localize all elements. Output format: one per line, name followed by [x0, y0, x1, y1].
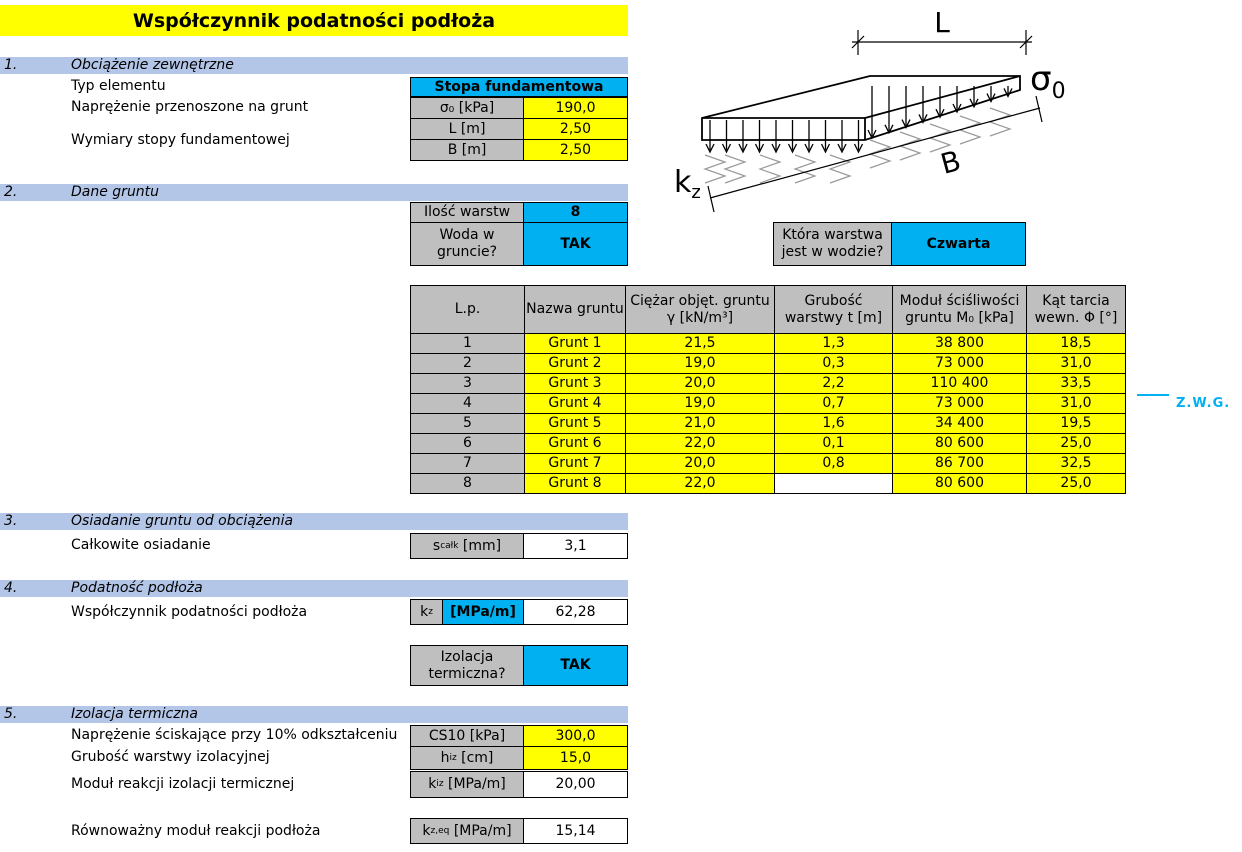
friction-angle-cell[interactable]: 31,0 — [1027, 354, 1126, 374]
element-type-cell[interactable]: Stopa fundamentowa — [410, 77, 628, 97]
kz-value-cell: 62,28 — [523, 599, 628, 625]
settlement-label: Całkowite osiadanie — [71, 537, 211, 553]
col-header-modulus: Moduł ściśliwości gruntu M₀ [kPa] — [893, 286, 1027, 334]
modulus-cell[interactable]: 86 700 — [893, 454, 1027, 474]
section-number: 5. — [4, 706, 18, 722]
kz-symbol-cell — [410, 599, 443, 625]
modulus-cell[interactable]: 110 400 — [893, 374, 1027, 394]
h-subscript: iz — [449, 752, 457, 763]
section-5-header — [0, 706, 628, 723]
table-row — [411, 434, 1126, 454]
soil-name-cell[interactable]: Grunt 5 — [525, 414, 626, 434]
soil-name-cell[interactable]: Grunt 2 — [525, 354, 626, 374]
sigma-subscript: 0 — [1051, 79, 1066, 104]
soil-spring — [990, 108, 1010, 136]
soil-spring — [705, 155, 725, 183]
kz-subscript: z — [428, 606, 433, 617]
settlement-symbol: s — [432, 537, 441, 554]
kiz-symbol: k — [428, 776, 437, 792]
thickness-cell[interactable]: 1,3 — [775, 334, 893, 354]
h-symbol: h — [440, 749, 450, 766]
section-label: Podatność podłoża — [71, 580, 203, 596]
kzeq-subscript: z,eq — [430, 825, 450, 836]
B-label: B — [937, 143, 965, 181]
kz-symbol-drawing: k — [674, 165, 692, 200]
unit-weight-cell[interactable]: 22,0 — [626, 434, 775, 454]
L-unit-cell: L [m] — [410, 118, 524, 140]
cs10-unit-cell: CS10 [kPa] — [410, 725, 524, 747]
friction-angle-cell[interactable]: 25,0 — [1027, 434, 1126, 454]
col-header-lp: L.p. — [411, 286, 525, 334]
soil-spring — [795, 155, 815, 183]
section-2-header — [0, 184, 628, 201]
stress-label: Naprężenie przenoszone na grunt — [71, 99, 309, 115]
modulus-cell[interactable]: 80 600 — [893, 474, 1027, 494]
section-number: 3. — [4, 513, 18, 529]
soil-spring — [760, 155, 780, 183]
kz-unit-cell: [MPa/m] — [442, 599, 524, 625]
section-number: 1. — [4, 57, 18, 73]
section-label: Izolacja termiczna — [71, 706, 199, 722]
table-row — [411, 374, 1126, 394]
friction-angle-cell[interactable]: 33,5 — [1027, 374, 1126, 394]
row-number-cell: 3 — [411, 374, 525, 394]
soil-name-cell[interactable]: Grunt 1 — [525, 334, 626, 354]
row-number-cell: 4 — [411, 394, 525, 414]
row-number-cell: 6 — [411, 434, 525, 454]
unit-weight-cell[interactable]: 21,0 — [626, 414, 775, 434]
kz-symbol: k — [420, 603, 429, 620]
section-4-header — [0, 580, 628, 597]
kzeq-value-cell: 15,14 — [523, 818, 628, 844]
section-3-header — [0, 513, 628, 530]
modulus-cell[interactable]: 73 000 — [893, 394, 1027, 414]
B-value-cell[interactable]: 2,50 — [523, 139, 628, 161]
soil-name-cell[interactable]: Grunt 4 — [525, 394, 626, 414]
groundwater-cell[interactable]: TAK — [523, 222, 628, 266]
sigma0-label — [1030, 59, 1066, 104]
thickness-cell[interactable]: 0,8 — [775, 454, 893, 474]
insulation-label: Izolacja termiczna? — [410, 645, 524, 686]
kiz-unit: [MPa/m] — [443, 776, 506, 792]
L-value-cell[interactable]: 2,50 — [523, 118, 628, 140]
foundation-slab — [702, 76, 1020, 140]
modulus-cell[interactable]: 34 400 — [893, 414, 1027, 434]
L-label: L — [934, 6, 950, 39]
element-type-label: Typ elementu — [71, 78, 166, 94]
insulation-thickness-unit-cell — [410, 746, 524, 770]
soil-spring — [725, 155, 745, 183]
modulus-cell[interactable]: 73 000 — [893, 354, 1027, 374]
thickness-cell[interactable]: 0,3 — [775, 354, 893, 374]
table-header-row — [411, 286, 1126, 334]
table-row — [411, 474, 1126, 494]
kiz-label: Moduł reakcji izolacji termicznej — [71, 776, 295, 792]
section-label: Osiadanie gruntu od obciążenia — [71, 513, 294, 529]
section-label: Obciążenie zewnętrzne — [71, 57, 234, 73]
modulus-cell[interactable]: 80 600 — [893, 434, 1027, 454]
sigma-symbol: σ — [1030, 59, 1052, 99]
friction-angle-cell[interactable]: 18,5 — [1027, 334, 1126, 354]
h-unit: [cm] — [456, 749, 494, 766]
soil-name-cell[interactable]: Grunt 8 — [525, 474, 626, 494]
settlement-unit-cell — [410, 533, 524, 559]
sheet-title: Współczynnik podatności podłoża — [0, 5, 628, 36]
kz-label: Współczynnik podatności podłoża — [71, 604, 308, 620]
section-number: 4. — [4, 580, 18, 596]
dimensions-label: Wymiary stopy fundamentowej — [71, 132, 290, 148]
B-unit-cell: B [m] — [410, 139, 524, 161]
section-1-header — [0, 57, 628, 74]
table-row — [411, 334, 1126, 354]
insulation-thickness-label: Grubość warstwy izolacyjnej — [71, 749, 270, 765]
kiz-value-cell: 20,00 — [523, 771, 628, 798]
friction-angle-cell[interactable]: 31,0 — [1027, 394, 1126, 414]
row-number-cell: 1 — [411, 334, 525, 354]
modulus-cell[interactable]: 38 800 — [893, 334, 1027, 354]
table-row — [411, 454, 1126, 474]
soil-name-cell[interactable]: Grunt 7 — [525, 454, 626, 474]
layers-count-cell[interactable]: 8 — [523, 202, 628, 223]
unit-weight-cell[interactable]: 22,0 — [626, 474, 775, 494]
insulation-cell[interactable]: TAK — [523, 645, 628, 686]
cs10-value-cell[interactable]: 300,0 — [523, 725, 628, 747]
soil-spring — [900, 132, 920, 160]
soil-name-cell[interactable]: Grunt 3 — [525, 374, 626, 394]
row-number-cell: 2 — [411, 354, 525, 374]
soil-spring — [830, 155, 850, 183]
thickness-cell[interactable]: 1,6 — [775, 414, 893, 434]
section-label: Dane gruntu — [71, 184, 160, 200]
layers-count-label: Ilość warstw — [410, 202, 524, 223]
table-row — [411, 394, 1126, 414]
friction-angle-cell[interactable]: 32,5 — [1027, 454, 1126, 474]
load-arrows-side — [868, 86, 1012, 138]
kzeq-unit-cell — [410, 818, 524, 844]
soil-layers-table — [410, 285, 1126, 494]
groundwater-level-label: Z.W.G. — [1176, 396, 1231, 411]
soil-name-cell[interactable]: Grunt 6 — [525, 434, 626, 454]
row-number-cell: 7 — [411, 454, 525, 474]
unit-weight-cell[interactable]: 21,5 — [626, 334, 775, 354]
thickness-cell[interactable]: 2,2 — [775, 374, 893, 394]
kzeq-symbol: k — [422, 822, 431, 839]
section-number: 2. — [4, 184, 18, 200]
col-header-name: Nazwa gruntu — [525, 286, 626, 334]
insulation-thickness-value-cell[interactable]: 15,0 — [523, 746, 628, 770]
settlement-subscript: całk — [440, 540, 459, 551]
kiz-subscript: iz — [436, 779, 444, 789]
thickness-cell[interactable] — [775, 474, 893, 494]
col-header-weight: Ciężar objęt. gruntu γ [kN/m³] — [626, 286, 775, 334]
unit-weight-cell[interactable]: 20,0 — [626, 454, 775, 474]
kz-subscript-drawing: z — [691, 182, 701, 203]
kiz-unit-cell — [410, 771, 524, 798]
row-number-cell: 5 — [411, 414, 525, 434]
settlement-unit: [mm] — [458, 537, 502, 554]
water-layer-cell[interactable]: Czwarta — [891, 222, 1026, 266]
stress-value-cell[interactable]: 190,0 — [523, 97, 628, 119]
groundwater-level-line — [1137, 394, 1169, 396]
settlement-value-cell: 3,1 — [523, 533, 628, 559]
water-layer-label: Która warstwa jest w wodzie? — [773, 222, 892, 266]
kzeq-unit: [MPa/m] — [449, 822, 512, 839]
table-row — [411, 354, 1126, 374]
thickness-cell[interactable]: 0,7 — [775, 394, 893, 414]
groundwater-label: Woda w gruncie? — [410, 222, 524, 266]
thickness-cell[interactable]: 0,1 — [775, 434, 893, 454]
unit-weight-cell[interactable]: 19,0 — [626, 394, 775, 414]
friction-angle-cell[interactable]: 25,0 — [1027, 474, 1126, 494]
col-header-thickness: Grubość warstwy t [m] — [775, 286, 893, 334]
kzeq-label: Równoważny moduł reakcji podłoża — [71, 823, 321, 839]
row-number-cell: 8 — [411, 474, 525, 494]
table-row — [411, 414, 1126, 434]
stress-unit-cell: σ₀ [kPa] — [410, 97, 524, 119]
kz-drawing-label — [674, 165, 701, 203]
friction-angle-cell[interactable]: 19,5 — [1027, 414, 1126, 434]
cs10-label: Naprężenie ściskające przy 10% odkształceniu — [71, 727, 398, 743]
unit-weight-cell[interactable]: 19,0 — [626, 354, 775, 374]
soil-spring — [960, 116, 980, 144]
foundation-diagram — [640, 0, 1100, 215]
unit-weight-cell[interactable]: 20,0 — [626, 374, 775, 394]
col-header-friction: Kąt tarcia wewn. Φ [°] — [1027, 286, 1126, 334]
